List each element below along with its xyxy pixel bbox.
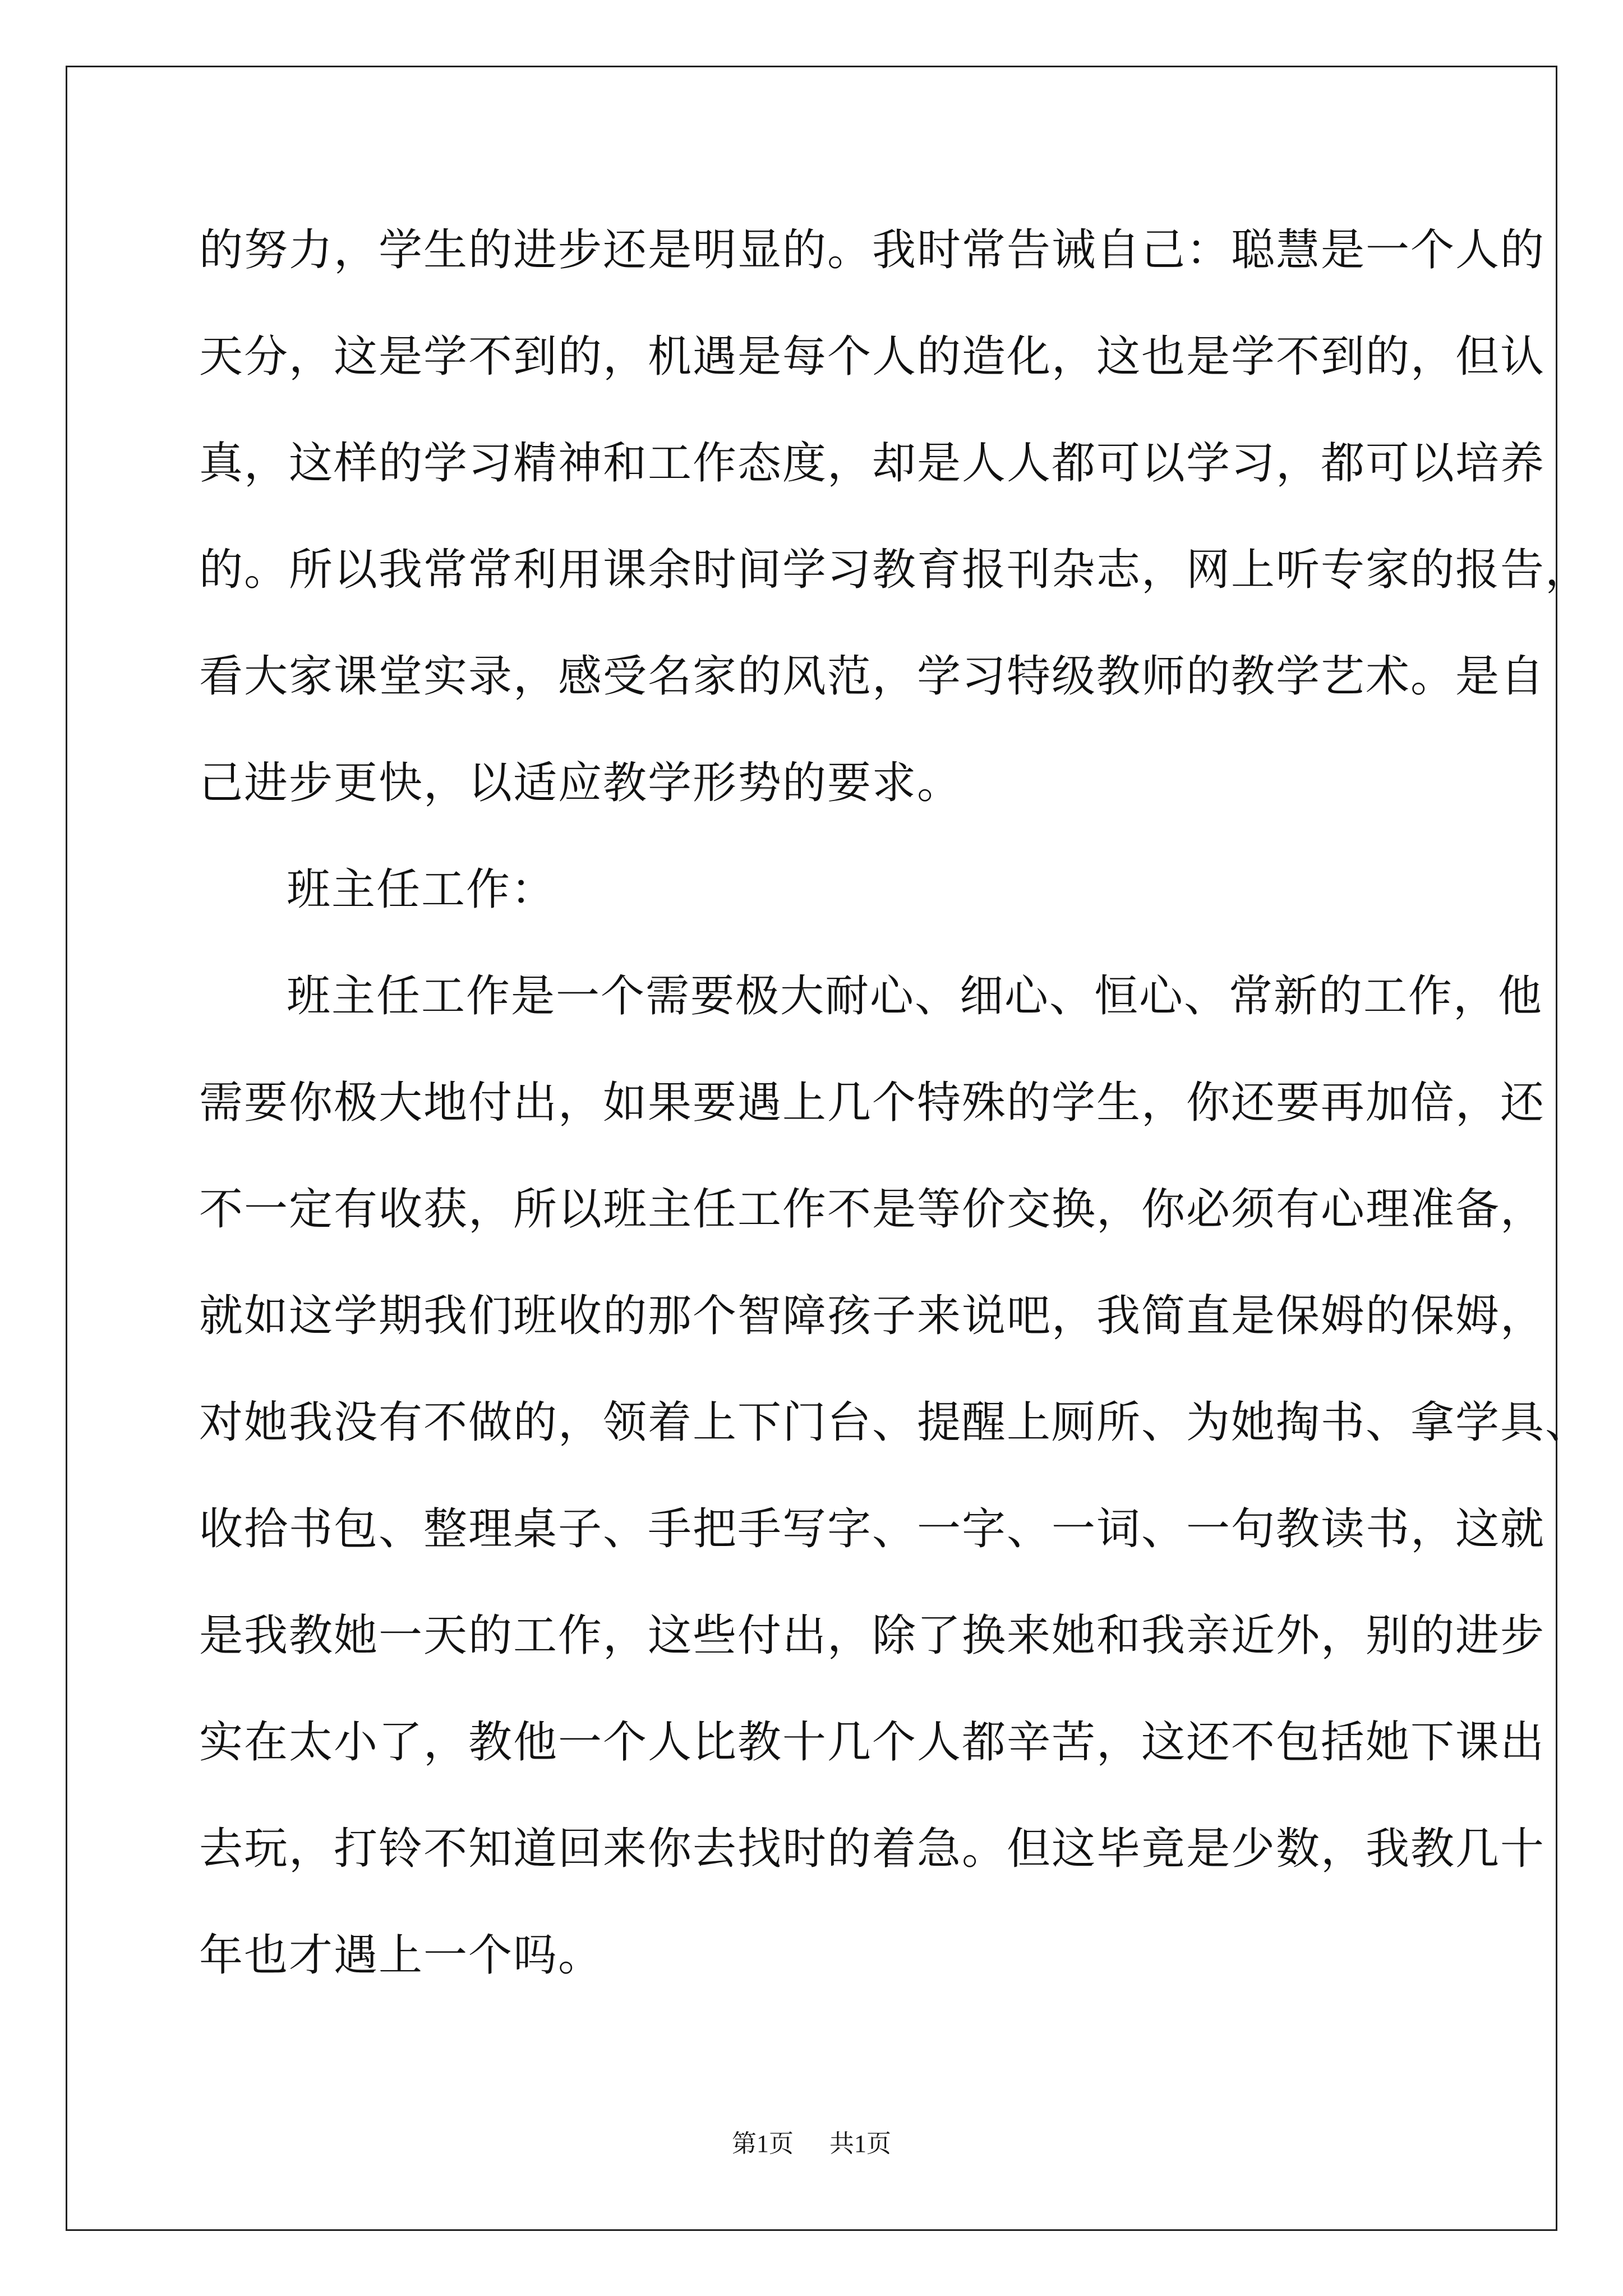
text-line-2: 天分，这是学不到的，机遇是每个人的造化，这也是学不到的，但认 [199,332,1546,382]
section-heading-class-teacher: 班主任工作： [287,864,556,915]
text-line-16: 去玩，打铃不知道回来你去找时的着急。但这毕竟是少数，我教几十 [199,1824,1546,1874]
text-line-15: 实在太小了，教他一个人比教十几个人都辛苦，这还不包括她下课出 [199,1717,1546,1768]
text-line-10: 不一定有收获，所以班主任工作不是等价交换，你必须有心理准备， [199,1184,1546,1235]
text-line-5: 看大家课堂实录，感受名家的风范，学习特级教师的教学艺术。是自 [199,651,1546,702]
text-line-3: 真，这样的学习精神和工作态度，却是人人都可以学习，都可以培养 [199,438,1546,489]
text-line-4: 的。所以我常常利用课余时间学习教育报刊杂志，网上听专家的报告， [199,545,1590,595]
text-line-12: 对她我没有不做的，领着上下门台、提醒上厕所、为她掏书、拿学具、 [199,1397,1590,1448]
text-line-9: 需要你极大地付出，如果要遇上几个特殊的学生，你还要再加倍，还 [199,1078,1546,1128]
text-line-11: 就如这学期我们班收的那个智障孩子来说吧，我简直是保姆的保姆， [199,1291,1546,1341]
text-line-14: 是我教她一天的工作，这些付出，除了换来她和我亲近外，别的进步 [199,1611,1546,1661]
document-body [199,213,1590,2025]
page-footer [0,2123,1623,2159]
text-line-6: 己进步更快，以适应教学形势的要求。 [199,758,962,808]
page-number-current: 第1页 [732,2130,794,2157]
text-line-17: 年也才遇上一个吗。 [199,1930,603,1981]
text-line-8: 班主任工作是一个需要极大耐心、细心、恒心、常新的工作，他 [287,971,1543,1022]
page-number-total: 共1页 [829,2130,891,2157]
text-line-1: 的努力，学生的进步还是明显的。我时常告诫自己：聪慧是一个人的 [199,225,1546,275]
text-line-13: 收拾书包、整理桌子、手把手写字、一字、一词、一句教读书，这就 [199,1504,1546,1554]
